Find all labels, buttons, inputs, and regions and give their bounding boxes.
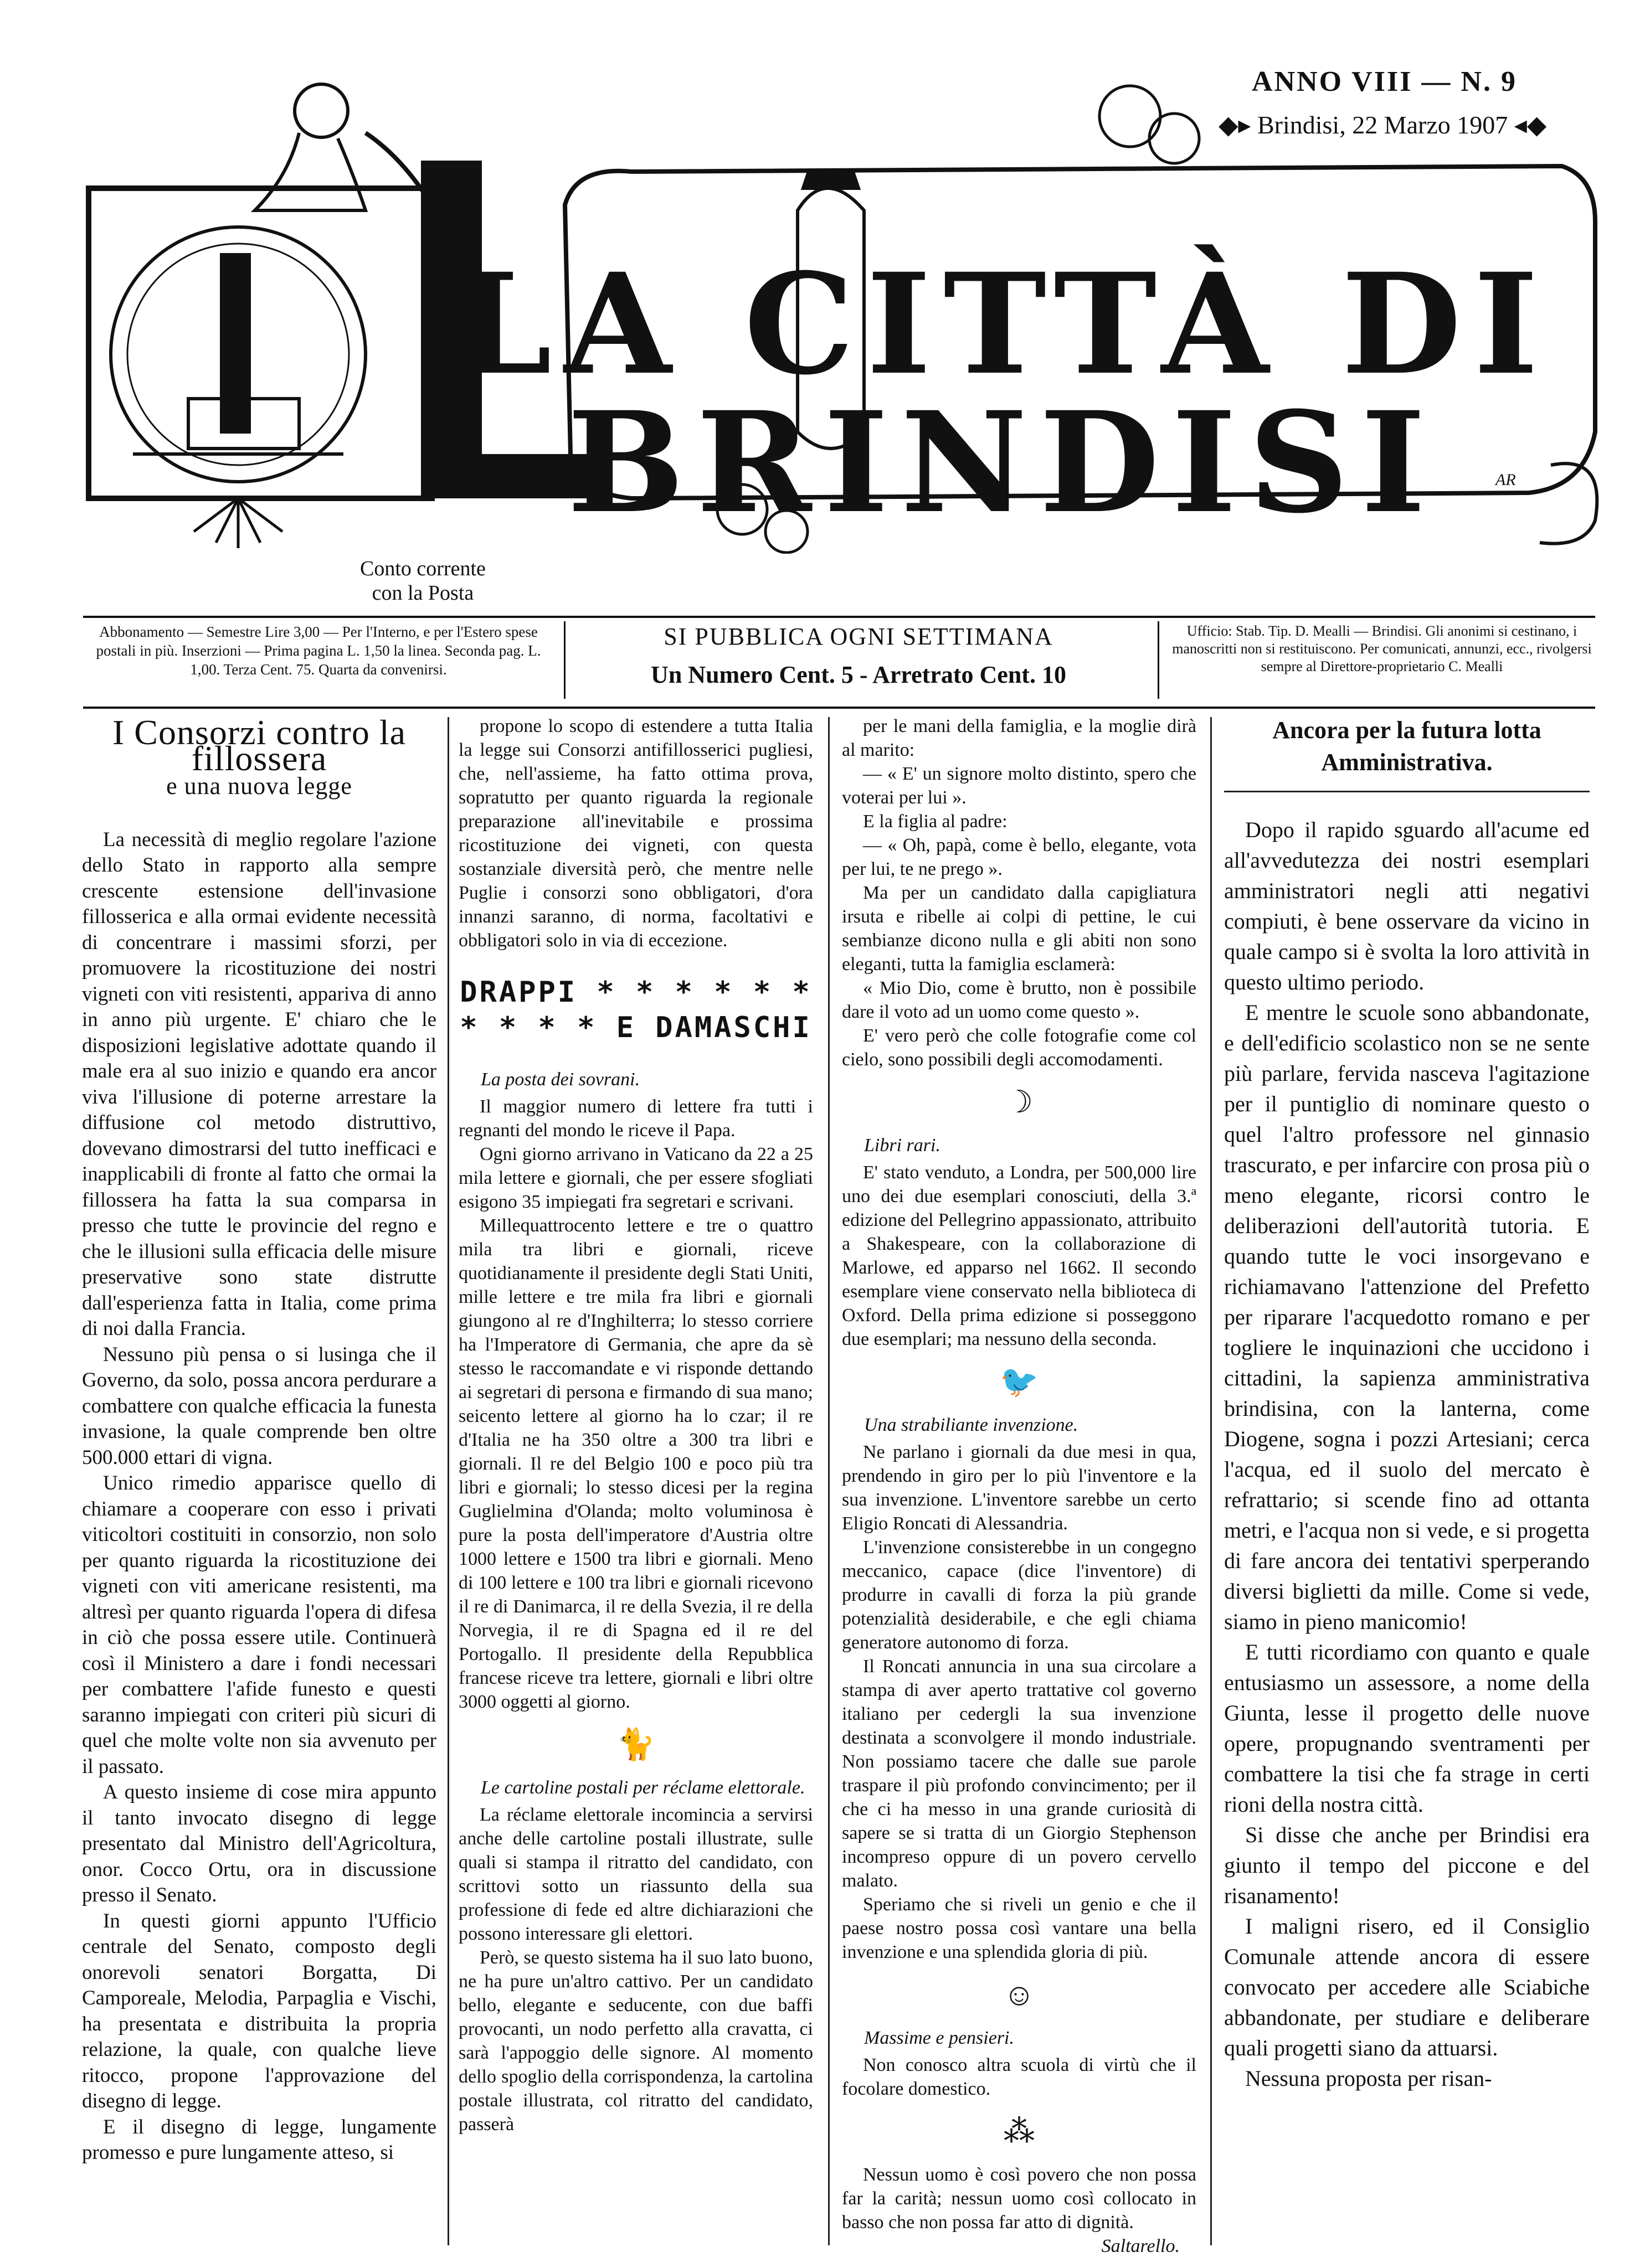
- column-2: [459, 714, 813, 2254]
- column-3: [842, 714, 1196, 2254]
- paragraph: Ma per un candidato dalla capigliatura irsuta e ribelle ai colpi di pettine, le cui sembianze dicono nulla e gli abiti non sono eleganti, tutta la famiglia esclamerà:: [842, 883, 1196, 975]
- paragraph: I maligni risero, ed il Consiglio Comunale attende ancora di essere convocato per accedere alle Sciabiche abbandonate, per studiare e deliberare quali progetti siano da attuarsi.: [1224, 1914, 1590, 2060]
- paragraph: Dopo il rapido sguardo all'acume ed all'avvedutezza dei nostri esemplari amministratori negli atti negativi compiuti, è bene osservare da vicino in quale campo si è svolta la loro attività in questo ultimo periodo.: [1224, 817, 1590, 994]
- paragraph: Nessun uomo è così povero che non possa far la carità; nessun uomo così collocato in basso che non possa far atto di dignità.: [842, 2164, 1196, 2233]
- paragraph: Ne parlano i giornali da due mesi in qua, prendendo in giro per lo più l'inventore e la sua invenzione. L'inventore sarebbe un certo Eligio Roncati di Alessandria.: [842, 1442, 1196, 1534]
- paragraph: « Mio Dio, come è brutto, non è possibile dare il voto ad un uomo come questo ».: [842, 978, 1196, 1022]
- office-info: Ufficio: Stab. Tip. D. Mealli — Brindisi. Gli anonimi si cestinano, i manoscritti non si restituiscono. Per comunicati, annunzi, ecc., rivolgersi sempre al Direttore-proprietario C. Mealli: [1172, 623, 1592, 674]
- paragraph: A questo insieme di cose mira appunto il tanto invocato disegno di legge presentato dal Ministro dell'Agricoltura, onor. Cocco Ortu, ora in discussione presso il Senato.: [82, 1781, 436, 1906]
- paragraph: Però, se questo sistema ha il suo lato buono, ne ha pure un'altro cattivo. Per un candidato bello, elegante e seducente, con due baffi provocanti, un nodo perfetto alla cravatta, ci sarà l'appoggio delle signore. Al momento dello spoglio della corrispondenza, la cartolina postale illustrata, col ritratto del candidato, passerà: [459, 1947, 813, 2135]
- price-line: Un Numero Cent. 5 - Arretrato Cent. 10: [651, 661, 1066, 688]
- article-subtitle: e una nuova legge: [166, 772, 352, 800]
- column-rule: [448, 717, 449, 2245]
- postal-notice: [360, 556, 486, 605]
- paragraph: E il disegno di legge, lungamente promesso e pure lungamente atteso, si: [82, 2115, 436, 2164]
- column-rule: [1210, 717, 1212, 2245]
- band-divider: [564, 621, 566, 699]
- publication-frequency: SI PUBBLICA OGNI SETTIMANA: [664, 623, 1053, 650]
- moon-ornament-icon: ☽: [1005, 1085, 1034, 1120]
- subscription-info: Abbonamento — Semestre Lire 3,00 — Per l'Interno, e per l'Estero spese postali in più. Inserzioni — Prima pagina L. 1,50 la linea. Seconda pag. L. 1,00. Terza Cent. 75. Quarta da convenirsi.: [96, 623, 541, 678]
- paragraph: propone lo scopo di estendere a tutta Italia la legge sui Consorzi antifillosserici pugliesi, che, nell'assieme, ha fatto ottima prova, sopratutto per quanto riguarda la regionale preparazione all'inevitabile e prossima ricostituzione dei vigneti, con questa sostanziale diversità però, che mentre nelle Puglie i consorzi sono obbligatori, d'ora innanzi saranno, di norma, facoltativi e obbligatori solo in via di eccezione.: [459, 716, 813, 951]
- column-1: [82, 714, 436, 2254]
- article-title: Ancora per la futura lotta Amministrativa.: [1224, 714, 1590, 792]
- paragraph: Unico rimedio apparisce quello di chiamare a cooperare con esso i privati viticoltori costituiti in consorzio, non solo per quanto riguarda la ricostituzione dei vigneti con viti americane resistenti, ma altresì per quanto riguarda l'opera di difesa in ciò che possa essere utile. Continuerà così il Ministero a dare i fondi necessari per combattere l'afide funesto e questi saranno impiegati con criteri più sicuri di quel che molte volte non sia avvenuto per il passato.: [82, 1472, 436, 1778]
- publication-info: [570, 622, 1147, 689]
- cat-ornament-icon: 🐈: [616, 1728, 655, 1762]
- artist-signature: AR: [1495, 471, 1516, 489]
- paragraph: Nessuno più pensa o si lusinga che il Governo, da solo, possa ancora perdurare a combattere con qualche efficacia la funesta invasione, la quale comprende ben oltre 500.000 ettari di vigna.: [82, 1343, 436, 1469]
- sun-face-ornament-icon: ☺: [1003, 1978, 1035, 2012]
- postal-line-2: con la Posta: [372, 581, 474, 605]
- paragraph: E' stato venduto, a Londra, per 500,000 lire uno dei due esemplari conosciuti, della 3.ª edizione del Pellegrino appassionato, attribuito a Shakespeare, con la collaborazione di Marlowe, ed apparso nel 1662. Il secondo esemplare viene conservato nella biblioteca di Oxford. Della prima edizione si posseggono due esemplari; ma nessuno della seconda.: [842, 1162, 1196, 1349]
- paragraph: Non conosco altra scuola di virtù che il focolare domestico.: [842, 2055, 1196, 2099]
- paragraph: E mentre le scuole sono abbandonate, e dell'edificio scolastico non se ne sente più parlare, fervida nasceva l'agitazione per il puntiglio di nominare questo o quel l'altro professore nel ginnasio trascurato, e per infarcire con prosa più o meno elegante, ricorsi contro le deliberazioni dell'autorità tutoria. E quando tutte le voci insorgevano e richiamavano l'attenzione del Prefetto per riparare l'acquedotto romano e per togliere le inquinazioni che uccidono i cittadini, la sapienza amministrativa brindisina, con la lanterna, come Diogene, sogna i pozzi Artesiani; cerca l'acqua, ed il suolo del mercato è refrattario; si scende fino ad ottanta metri, e l'acqua non si vede, e si progetta di fare ancora dei tentativi sperperando diversi biglietti da mille. Come si vede, siamo in pieno manicomio!: [1224, 1000, 1590, 1634]
- paragraph: La necessità di meglio regolare l'azione dello Stato in rapporto alla sempre crescente estensione dell'invasione fillosserica e alla ormai evidente necessità di concentrare i massimi sforzi, per promuovere la ricostituzione dei nostri vigneti con viti resistenti, appariva di anno in anno più urgente. E' chiaro che le disposizioni legislative adottate quando il male era al suo inizio e quando era ancor viva l'illusione di poterne arrestare la diffusione col metodo distruttivo, dovevano dimostrarsi del tutto inefficaci e inapplicabili di fronte al fatto che ormai la fillossera ha fatta la sua comparsa in presso che tutte le provincie del regno e che le illusioni sulla efficacia delle misure preservative sono state distrutte dall'esperienza fatta in Italia, come prima di noi dalla Francia.: [82, 828, 436, 1340]
- paragraph: L'invenzione consisterebbe in un congegno meccanico, capace (dice l'inventore) di produrre in cavalli di forza la più grande potenzialità desiderabile, e che egli chiama generatore autonomo di forza.: [842, 1537, 1196, 1653]
- ornament-right-icon: ◂◆: [1508, 111, 1547, 139]
- issue-number: ANNO VIII — N. 9: [1252, 66, 1517, 97]
- article-title: I Consorzi contro la fillossera: [112, 714, 407, 778]
- rubric-title: Le cartoline postali per réclame elettorale.: [481, 1777, 805, 1798]
- info-band: [83, 616, 1595, 709]
- paragraph: Il maggior numero di lettere fra tutti i regnanti del mondo le riceve il Papa.: [459, 1096, 813, 1141]
- paragraph: E' vero però che colle fotografie come col cielo, sono possibili degli accomodamenti.: [842, 1025, 1196, 1070]
- asterism-icon: ⁂: [1004, 2115, 1035, 2149]
- paragraph: Speriamo che si riveli un genio e che il paese nostro possa così vantare una bella invenzione e una splendida gloria di più.: [842, 1894, 1196, 1962]
- paragraph: — « E' un signore molto distinto, spero che voterai per lui ».: [842, 764, 1196, 808]
- rubric-title: Libri rari.: [864, 1135, 940, 1156]
- newspaper-title: LA CITTÀ DI BRINDISI: [454, 243, 1551, 544]
- paragraph: La réclame elettorale incomincia a servirsi anche delle cartoline postali illustrate, sulle quali si stampa il ritratto del candidato, con scrittovi sotto un riassunto della sua professione di fede ed altre dichiarazioni che possono interessare gli elettori.: [459, 1805, 813, 1944]
- author-signature: Saltarello.: [1101, 2236, 1180, 2254]
- section-heading: DRAPPI * * * * * * * * * * E DAMASCHI: [460, 976, 812, 1044]
- paragraph: per le mani della famiglia, e la moglie dirà al marito:: [842, 716, 1196, 760]
- bird-ornament-icon: 🐦: [1000, 1365, 1039, 1399]
- ornament-left-icon: ◆▸: [1219, 111, 1257, 139]
- paragraph: Millequattrocento lettere e tre o quattro mila tra libri e giornali, riceve quotidianamente il presidente degli Stati Uniti, mille lettere e tre mila fra libri e giornali giungono al re d'Inghilterra; lo stesso corriere ha l'Imperatore di Germania, che apre da sè stesso le raccomandate e vi risponde dettando ai segretari di persona e firmando di sua mano; seicento lettere al giorno ha lo czar; il re d'Italia ne ha 350 oltre a 300 tra libri e giornali. Il re del Belgio 100 e poco più tra libri e giornali; lo stesso dicesi per la regina Guglielmina d'Olanda; molto voluminosa è pure la posta dell'imperatore d'Austria oltre 1000 lettere e 1500 tra libri e giornali. Meno di 100 lettere e 100 tra libri e giornali ricevono il re di Danimarca, il re della Svezia, il re della Norvegia, il re di Spagna ed il re del Portogallo. Il presidente della Repubblica francese riceve tra lettere, giornali e libri oltre 3000 oggetti al giorno.: [459, 1215, 813, 1712]
- rubric-title: Una strabiliante invenzione.: [864, 1415, 1078, 1435]
- rubric-title: La posta dei sovrani.: [481, 1069, 640, 1090]
- dateline-text: Brindisi, 22 Marzo 1907: [1257, 111, 1508, 139]
- lighthouse-emblem-icon: [89, 188, 432, 548]
- band-divider: [1158, 621, 1159, 699]
- postal-line-1: Conto corrente: [360, 557, 486, 580]
- column-4: [1224, 714, 1590, 2254]
- paragraph: Ogni giorno arrivano in Vaticano da 22 a 25 mila lettere e giornali, che per essere sfogliati esigono 35 impiegati fra segretari e scrivani.: [459, 1144, 813, 1212]
- paragraph: Nessuna proposta per risan-: [1245, 2066, 1492, 2091]
- paragraph: In questi giorni appunto l'Ufficio centrale del Senato, composto degli onorevoli senatori Borgatta, Di Camporeale, Melodia, Parpaglia e Vischi, ha presentata e distribuita la propria relazione, la quale, con qualche lieve ritocco, propone l'approvazione del disegno di legge.: [82, 1909, 436, 2112]
- paragraph: E tutti ricordiamo con quanto e quale entusiasmo un assessore, a nome della Giunta, lesse il progetto delle nuove opere, propugnando sventramenti per combattere la tisi che fa strage in certi rioni della nostra città.: [1224, 1640, 1590, 1817]
- column-rule: [828, 717, 830, 2245]
- paragraph: E la figlia al padre:: [863, 811, 1008, 832]
- paragraph: — « Oh, papà, come è bello, elegante, vota per lui, te ne prego ».: [842, 835, 1196, 879]
- paragraph: Il Roncati annuncia in una sua circolare a stampa di aver aperto trattative col governo italiano per cedergli la sua invenzione destinata a sconvolgere il mondo industriale. Non possiamo tacere che dalle sue parole traspare il più profondo convincimento; per il che ci ha messo in una grande curiosità di sapere se si tratta di un Giorgio Stephenson incompreso oppure di un povero cervello malato.: [842, 1656, 1196, 1891]
- rubric-title: Massime e pensieri.: [864, 2028, 1015, 2048]
- paragraph: Si disse che anche per Brindisi era giunto il tempo del piccone e del risanamento!: [1224, 1822, 1590, 1908]
